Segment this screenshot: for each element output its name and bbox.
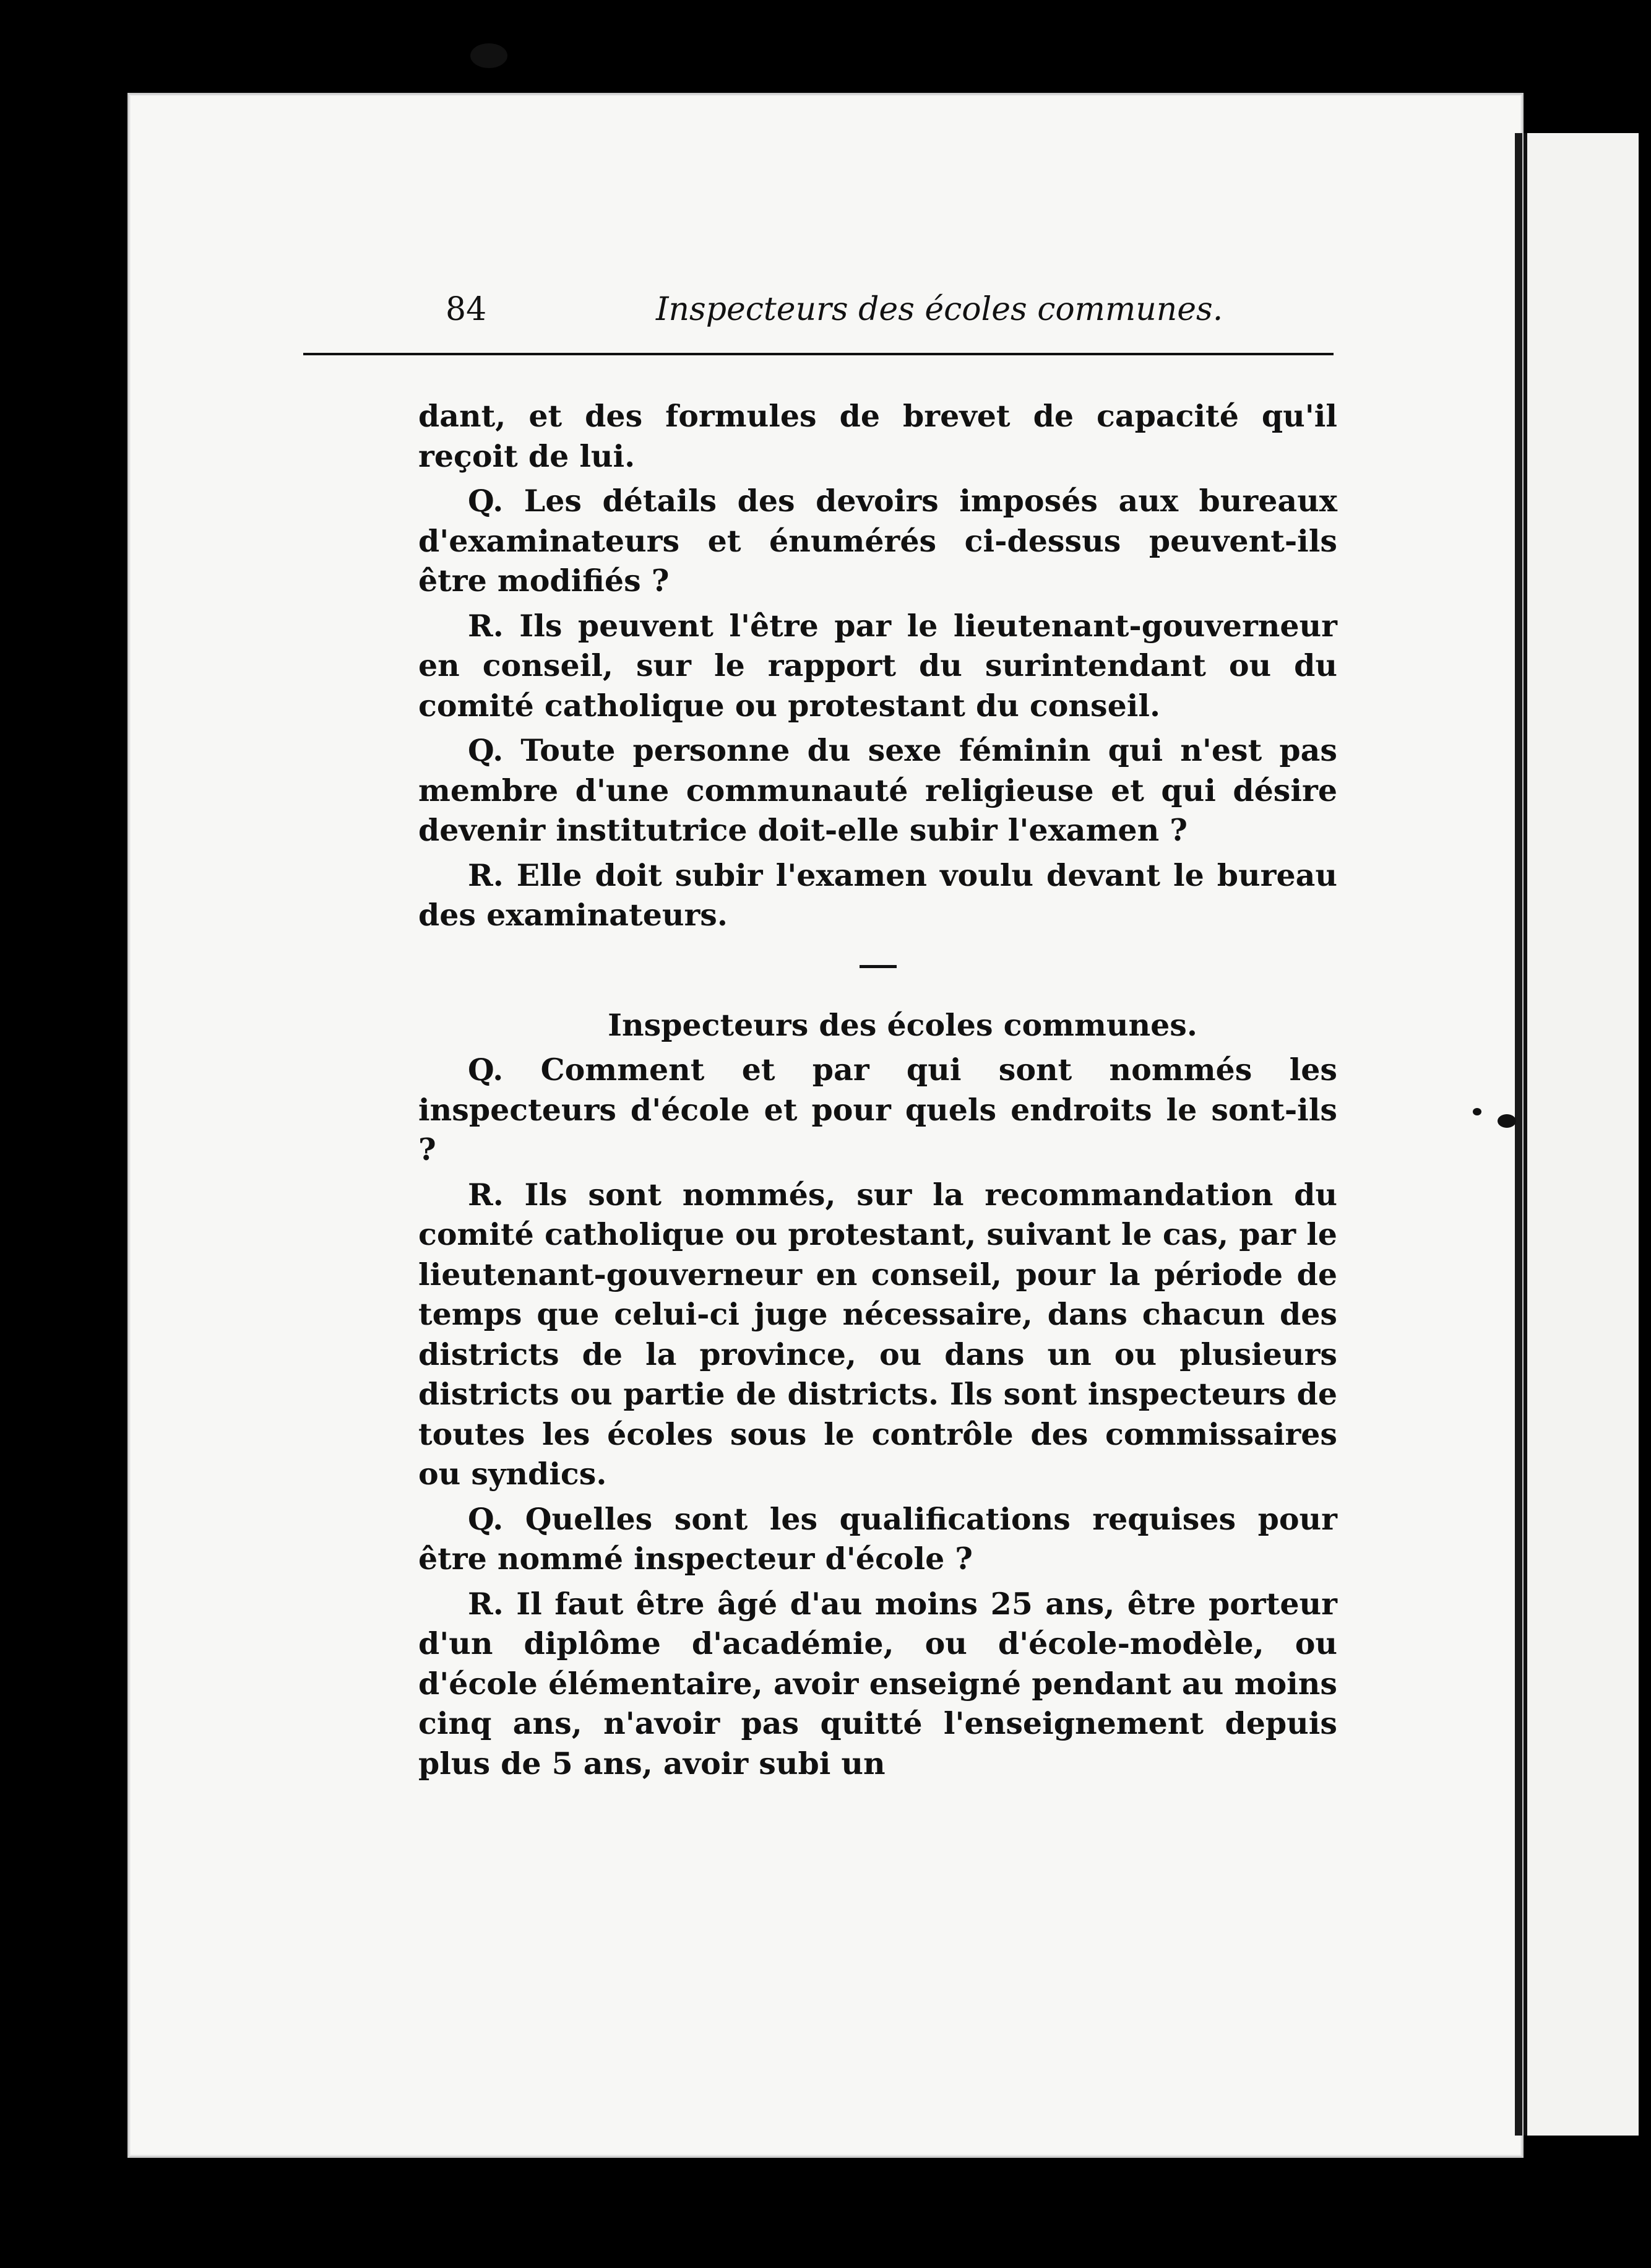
scan-speck [1498,1114,1516,1128]
adjacent-page-edge [1524,133,1639,2136]
scan-speck [1473,1108,1481,1115]
scan-speck [470,43,507,68]
section-heading: Inspecteurs des écoles communes. [608,1006,1197,1043]
paragraph: Q. Quelles sont les qualifications requises pour être nommé inspecteur d'école ? [418,1500,1337,1577]
paragraph: R. Il faut être âgé d'au moins 25 ans, être porteur d'un diplôme d'académie, ou d'école-modèle, ou d'école élémentaire, avoir enseigné pendant au moins cinq ans, n'avoir pas quitté l'enseignement depuis plus de 5 ans, avoir subi un [418,1585,1337,1781]
section-divider [860,965,897,968]
running-title: Inspecteurs des écoles communes. [656,291,1223,328]
page-header [303,291,1334,355]
paragraph: R. Elle doit subir l'examen voulu devant le bureau des examinateurs. [418,857,1337,933]
paragraph: dant, et des formules de brevet de capacité qu'il reçoit de lui. [418,398,1337,474]
body-text [418,396,1337,1788]
page-number: 84 [446,291,487,328]
paragraph: Q. Toute personne du sexe féminin qui n'est pas membre d'une communauté religieuse et qui désire devenir institutrice doit-elle subir l'examen ? [418,732,1337,848]
paragraph: Q. Les détails des devoirs imposés aux bureaux d'examinateurs et énumérés ci-dessus peuvent-ils être modifiés ? [418,483,1337,599]
paragraph: R. Ils peuvent l'être par le lieutenant-gouverneur en conseil, sur le rapport du surintendant ou du comité catholique ou protestant du conseil. [418,607,1337,724]
page-binding [1515,133,1522,2136]
paragraph: R. Ils sont nommés, sur la recommandation du comité catholique ou protestant, suivant le cas, par le lieutenant-gouverneur en conseil, pour la période de temps que celui-ci juge nécessaire, dans chacun des districts de la province, ou dans un ou plusieurs districts ou partie de districts. Ils sont inspecteurs de toutes les écoles sous le contrôle des commissaires ou syndics. [418,1176,1337,1492]
paragraph: Q. Comment et par qui sont nommés les inspecteurs d'école et pour quels endroits le sont-ils ? [418,1052,1337,1167]
